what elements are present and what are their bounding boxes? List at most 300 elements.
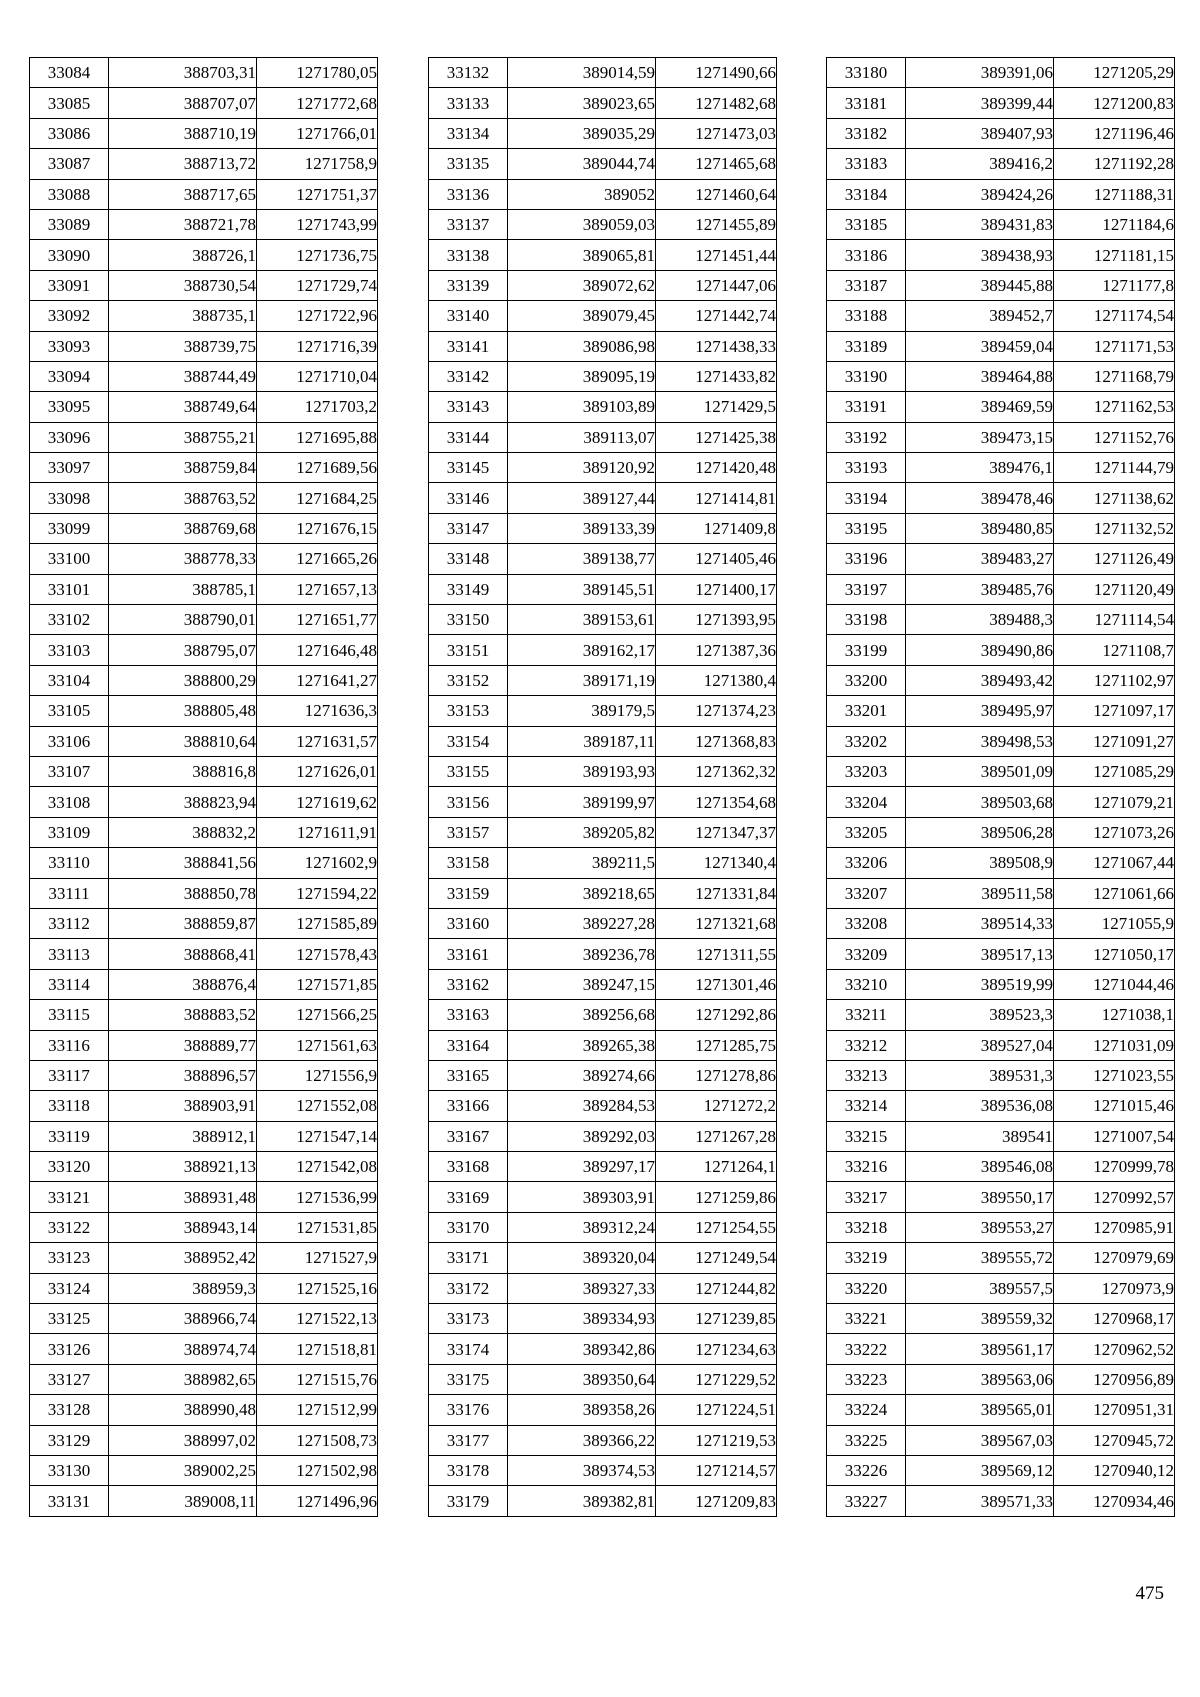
point-number-cell: 33187	[827, 270, 906, 300]
x-coordinate-cell: 389424,26	[906, 179, 1054, 209]
x-coordinate-cell: 389133,39	[508, 513, 656, 543]
point-number-cell: 33143	[429, 392, 508, 422]
table-row	[429, 1273, 777, 1303]
x-coordinate-cell: 388912,1	[109, 1121, 257, 1151]
x-coordinate-cell: 388800,29	[109, 665, 257, 695]
point-number-cell: 33177	[429, 1425, 508, 1455]
y-coordinate-cell: 1271531,85	[257, 1212, 378, 1242]
table-row	[429, 453, 777, 483]
y-coordinate-cell: 1271354,68	[656, 787, 777, 817]
x-coordinate-cell: 388832,2	[109, 817, 257, 847]
point-number-cell: 33180	[827, 58, 906, 88]
point-number-cell: 33216	[827, 1152, 906, 1182]
point-number-cell: 33135	[429, 149, 508, 179]
y-coordinate-cell: 1271239,85	[656, 1304, 777, 1334]
x-coordinate-cell: 389567,03	[906, 1425, 1054, 1455]
y-coordinate-cell: 1271067,44	[1054, 848, 1175, 878]
point-number-cell: 33121	[30, 1182, 109, 1212]
x-coordinate-cell: 388755,21	[109, 422, 257, 452]
point-number-cell: 33196	[827, 544, 906, 574]
y-coordinate-cell: 1271508,73	[257, 1425, 378, 1455]
x-coordinate-cell: 389382,81	[508, 1486, 656, 1516]
page-number: 475	[1135, 1583, 1164, 1604]
y-coordinate-cell: 1271766,01	[257, 118, 378, 148]
table-row	[30, 939, 378, 969]
x-coordinate-cell: 389023,65	[508, 88, 656, 118]
x-coordinate-cell: 389171,19	[508, 665, 656, 695]
x-coordinate-cell: 388730,54	[109, 270, 257, 300]
point-number-cell: 33203	[827, 756, 906, 786]
table-row	[429, 179, 777, 209]
table-row	[429, 1425, 777, 1455]
table-row	[30, 483, 378, 513]
point-number-cell: 33134	[429, 118, 508, 148]
x-coordinate-cell: 389571,33	[906, 1486, 1054, 1516]
table-row	[429, 544, 777, 574]
point-number-cell: 33166	[429, 1091, 508, 1121]
point-number-cell: 33227	[827, 1486, 906, 1516]
point-number-cell: 33183	[827, 149, 906, 179]
y-coordinate-cell: 1271703,2	[257, 392, 378, 422]
point-number-cell: 33098	[30, 483, 109, 513]
y-coordinate-cell: 1271219,53	[656, 1425, 777, 1455]
x-coordinate-cell: 389563,06	[906, 1364, 1054, 1394]
x-coordinate-cell: 389391,06	[906, 58, 1054, 88]
y-coordinate-cell: 1271772,68	[257, 88, 378, 118]
x-coordinate-cell: 389334,93	[508, 1304, 656, 1334]
y-coordinate-cell: 1271527,9	[257, 1243, 378, 1273]
point-number-cell: 33125	[30, 1304, 109, 1334]
x-coordinate-cell: 389490,86	[906, 635, 1054, 665]
y-coordinate-cell: 1271455,89	[656, 209, 777, 239]
point-number-cell: 33102	[30, 605, 109, 635]
x-coordinate-cell: 389236,78	[508, 939, 656, 969]
x-coordinate-cell: 388841,56	[109, 848, 257, 878]
point-number-cell: 33105	[30, 696, 109, 726]
x-coordinate-cell: 389072,62	[508, 270, 656, 300]
y-coordinate-cell: 1271695,88	[257, 422, 378, 452]
y-coordinate-cell: 1271542,08	[257, 1152, 378, 1182]
y-coordinate-cell: 1271331,84	[656, 878, 777, 908]
point-number-cell: 33184	[827, 179, 906, 209]
table-row	[827, 270, 1175, 300]
point-number-cell: 33181	[827, 88, 906, 118]
table-row	[429, 149, 777, 179]
y-coordinate-cell: 1270992,57	[1054, 1182, 1175, 1212]
point-number-cell: 33114	[30, 969, 109, 999]
point-number-cell: 33171	[429, 1243, 508, 1273]
y-coordinate-cell: 1271502,98	[257, 1455, 378, 1485]
y-coordinate-cell: 1271061,66	[1054, 878, 1175, 908]
y-coordinate-cell: 1271044,46	[1054, 969, 1175, 999]
table-row	[30, 787, 378, 817]
y-coordinate-cell: 1271192,28	[1054, 149, 1175, 179]
table-row	[429, 1060, 777, 1090]
point-number-cell: 33182	[827, 118, 906, 148]
table-row	[30, 301, 378, 331]
table-row	[827, 908, 1175, 938]
point-number-cell: 33147	[429, 513, 508, 543]
coordinates-table-1	[29, 57, 378, 1517]
x-coordinate-cell: 389503,68	[906, 787, 1054, 817]
table-row	[30, 1182, 378, 1212]
table-row	[30, 1060, 378, 1090]
point-number-cell: 33154	[429, 726, 508, 756]
x-coordinate-cell: 389292,03	[508, 1121, 656, 1151]
table-row	[827, 453, 1175, 483]
y-coordinate-cell: 1271442,74	[656, 301, 777, 331]
point-number-cell: 33170	[429, 1212, 508, 1242]
x-coordinate-cell: 389452,7	[906, 301, 1054, 331]
table-row	[429, 483, 777, 513]
x-coordinate-cell: 389366,22	[508, 1425, 656, 1455]
table-row	[827, 605, 1175, 635]
x-coordinate-cell: 389399,44	[906, 88, 1054, 118]
y-coordinate-cell: 1271496,96	[257, 1486, 378, 1516]
y-coordinate-cell: 1271368,83	[656, 726, 777, 756]
x-coordinate-cell: 388810,64	[109, 726, 257, 756]
table-row	[827, 878, 1175, 908]
y-coordinate-cell: 1271171,53	[1054, 331, 1175, 361]
table-row	[827, 422, 1175, 452]
table-row	[429, 240, 777, 270]
table-row	[429, 665, 777, 695]
point-number-cell: 33112	[30, 908, 109, 938]
x-coordinate-cell: 389138,77	[508, 544, 656, 574]
y-coordinate-cell: 1271571,85	[257, 969, 378, 999]
point-number-cell: 33117	[30, 1060, 109, 1090]
table-row	[30, 726, 378, 756]
point-number-cell: 33176	[429, 1395, 508, 1425]
table-row	[429, 301, 777, 331]
y-coordinate-cell: 1271196,46	[1054, 118, 1175, 148]
y-coordinate-cell: 1271340,4	[656, 848, 777, 878]
y-coordinate-cell: 1270979,69	[1054, 1243, 1175, 1273]
point-number-cell: 33106	[30, 726, 109, 756]
y-coordinate-cell: 1271566,25	[257, 1000, 378, 1030]
point-number-cell: 33124	[30, 1273, 109, 1303]
point-number-cell: 33167	[429, 1121, 508, 1151]
x-coordinate-cell: 389008,11	[109, 1486, 257, 1516]
point-number-cell: 33137	[429, 209, 508, 239]
point-number-cell: 33122	[30, 1212, 109, 1242]
x-coordinate-cell: 389476,1	[906, 453, 1054, 483]
x-coordinate-cell: 388713,72	[109, 149, 257, 179]
table-row	[429, 1395, 777, 1425]
point-number-cell: 33115	[30, 1000, 109, 1030]
y-coordinate-cell: 1271751,37	[257, 179, 378, 209]
point-number-cell: 33209	[827, 939, 906, 969]
y-coordinate-cell: 1271162,53	[1054, 392, 1175, 422]
point-number-cell: 33088	[30, 179, 109, 209]
x-coordinate-cell: 388749,64	[109, 392, 257, 422]
x-coordinate-cell: 388744,49	[109, 361, 257, 391]
x-coordinate-cell: 388710,19	[109, 118, 257, 148]
x-coordinate-cell: 389553,27	[906, 1212, 1054, 1242]
table-row	[827, 179, 1175, 209]
y-coordinate-cell: 1271425,38	[656, 422, 777, 452]
x-coordinate-cell: 388883,52	[109, 1000, 257, 1030]
y-coordinate-cell: 1271114,54	[1054, 605, 1175, 635]
table-row	[827, 331, 1175, 361]
table-row	[429, 605, 777, 635]
x-coordinate-cell: 389480,85	[906, 513, 1054, 543]
x-coordinate-cell: 389065,81	[508, 240, 656, 270]
x-coordinate-cell: 389247,15	[508, 969, 656, 999]
y-coordinate-cell: 1271244,82	[656, 1273, 777, 1303]
table-row	[429, 1121, 777, 1151]
y-coordinate-cell: 1271447,06	[656, 270, 777, 300]
y-coordinate-cell: 1271272,2	[656, 1091, 777, 1121]
point-number-cell: 33095	[30, 392, 109, 422]
table-row	[30, 88, 378, 118]
y-coordinate-cell: 1271451,44	[656, 240, 777, 270]
table-row	[827, 1455, 1175, 1485]
x-coordinate-cell: 389523,3	[906, 1000, 1054, 1030]
y-coordinate-cell: 1271168,79	[1054, 361, 1175, 391]
point-number-cell: 33223	[827, 1364, 906, 1394]
y-coordinate-cell: 1271120,49	[1054, 574, 1175, 604]
table-row	[30, 574, 378, 604]
x-coordinate-cell: 388966,74	[109, 1304, 257, 1334]
point-number-cell: 33155	[429, 756, 508, 786]
point-number-cell: 33218	[827, 1212, 906, 1242]
table-row	[827, 544, 1175, 574]
y-coordinate-cell: 1271619,62	[257, 787, 378, 817]
x-coordinate-cell: 388850,78	[109, 878, 257, 908]
point-number-cell: 33173	[429, 1304, 508, 1334]
y-coordinate-cell: 1271285,75	[656, 1030, 777, 1060]
point-number-cell: 33215	[827, 1121, 906, 1151]
table-row	[429, 848, 777, 878]
point-number-cell: 33214	[827, 1091, 906, 1121]
y-coordinate-cell: 1271321,68	[656, 908, 777, 938]
table-row	[827, 1060, 1175, 1090]
x-coordinate-cell: 389517,13	[906, 939, 1054, 969]
x-coordinate-cell: 389478,46	[906, 483, 1054, 513]
table-row	[429, 392, 777, 422]
y-coordinate-cell: 1271552,08	[257, 1091, 378, 1121]
table-row	[429, 1182, 777, 1212]
y-coordinate-cell: 1271684,25	[257, 483, 378, 513]
point-number-cell: 33129	[30, 1425, 109, 1455]
y-coordinate-cell: 1271085,29	[1054, 756, 1175, 786]
table-row	[30, 665, 378, 695]
table-row	[429, 1030, 777, 1060]
y-coordinate-cell: 1271264,1	[656, 1152, 777, 1182]
y-coordinate-cell: 1270962,52	[1054, 1334, 1175, 1364]
table-row	[827, 1152, 1175, 1182]
y-coordinate-cell: 1271651,77	[257, 605, 378, 635]
table-row	[30, 848, 378, 878]
x-coordinate-cell: 389536,08	[906, 1091, 1054, 1121]
x-coordinate-cell: 389498,53	[906, 726, 1054, 756]
table-row	[30, 696, 378, 726]
y-coordinate-cell: 1271518,81	[257, 1334, 378, 1364]
x-coordinate-cell: 389569,12	[906, 1455, 1054, 1485]
point-number-cell: 33169	[429, 1182, 508, 1212]
x-coordinate-cell: 389565,01	[906, 1395, 1054, 1425]
point-number-cell: 33153	[429, 696, 508, 726]
y-coordinate-cell: 1271556,9	[257, 1060, 378, 1090]
table-row	[30, 1273, 378, 1303]
y-coordinate-cell: 1271657,13	[257, 574, 378, 604]
y-coordinate-cell: 1270968,17	[1054, 1304, 1175, 1334]
x-coordinate-cell: 388997,02	[109, 1425, 257, 1455]
table-row	[30, 513, 378, 543]
point-number-cell: 33110	[30, 848, 109, 878]
table-row	[429, 58, 777, 88]
point-number-cell: 33140	[429, 301, 508, 331]
x-coordinate-cell: 388816,8	[109, 756, 257, 786]
y-coordinate-cell: 1271267,28	[656, 1121, 777, 1151]
table-row	[827, 939, 1175, 969]
point-number-cell: 33148	[429, 544, 508, 574]
point-number-cell: 33149	[429, 574, 508, 604]
y-coordinate-cell: 1271536,99	[257, 1182, 378, 1212]
point-number-cell: 33123	[30, 1243, 109, 1273]
table-row	[30, 544, 378, 574]
x-coordinate-cell: 389531,3	[906, 1060, 1054, 1090]
point-number-cell: 33201	[827, 696, 906, 726]
point-number-cell: 33089	[30, 209, 109, 239]
x-coordinate-cell: 388759,84	[109, 453, 257, 483]
point-number-cell: 33094	[30, 361, 109, 391]
point-number-cell: 33152	[429, 665, 508, 695]
table-row	[827, 58, 1175, 88]
table-row	[827, 88, 1175, 118]
point-number-cell: 33185	[827, 209, 906, 239]
point-number-cell: 33175	[429, 1364, 508, 1394]
table-row	[827, 969, 1175, 999]
y-coordinate-cell: 1271429,5	[656, 392, 777, 422]
point-number-cell: 33194	[827, 483, 906, 513]
x-coordinate-cell: 389445,88	[906, 270, 1054, 300]
table-row	[827, 118, 1175, 148]
point-number-cell: 33168	[429, 1152, 508, 1182]
point-number-cell: 33132	[429, 58, 508, 88]
x-coordinate-cell: 388805,48	[109, 696, 257, 726]
table-row	[827, 209, 1175, 239]
y-coordinate-cell: 1271780,05	[257, 58, 378, 88]
x-coordinate-cell: 389265,38	[508, 1030, 656, 1060]
point-number-cell: 33202	[827, 726, 906, 756]
x-coordinate-cell: 389557,5	[906, 1273, 1054, 1303]
point-number-cell: 33118	[30, 1091, 109, 1121]
point-number-cell: 33145	[429, 453, 508, 483]
y-coordinate-cell: 1271038,1	[1054, 1000, 1175, 1030]
point-number-cell: 33096	[30, 422, 109, 452]
x-coordinate-cell: 389187,11	[508, 726, 656, 756]
point-number-cell: 33107	[30, 756, 109, 786]
point-number-cell: 33093	[30, 331, 109, 361]
table-row	[30, 756, 378, 786]
table-row	[30, 392, 378, 422]
point-number-cell: 33126	[30, 1334, 109, 1364]
x-coordinate-cell: 388952,42	[109, 1243, 257, 1273]
point-number-cell: 33158	[429, 848, 508, 878]
y-coordinate-cell: 1271181,15	[1054, 240, 1175, 270]
table-row	[827, 361, 1175, 391]
point-number-cell: 33193	[827, 453, 906, 483]
table-row	[827, 1000, 1175, 1030]
point-number-cell: 33189	[827, 331, 906, 361]
y-coordinate-cell: 1271234,63	[656, 1334, 777, 1364]
x-coordinate-cell: 388703,31	[109, 58, 257, 88]
point-number-cell: 33142	[429, 361, 508, 391]
point-number-cell: 33113	[30, 939, 109, 969]
x-coordinate-cell: 389162,17	[508, 635, 656, 665]
x-coordinate-cell: 389464,88	[906, 361, 1054, 391]
x-coordinate-cell: 389350,64	[508, 1364, 656, 1394]
y-coordinate-cell: 1271611,91	[257, 817, 378, 847]
x-coordinate-cell: 389256,68	[508, 1000, 656, 1030]
table-row	[827, 1486, 1175, 1516]
table-row	[827, 848, 1175, 878]
y-coordinate-cell: 1271126,49	[1054, 544, 1175, 574]
x-coordinate-cell: 388931,48	[109, 1182, 257, 1212]
table-row	[30, 240, 378, 270]
x-coordinate-cell: 388785,1	[109, 574, 257, 604]
x-coordinate-cell: 389052	[508, 179, 656, 209]
point-number-cell: 33161	[429, 939, 508, 969]
point-number-cell: 33204	[827, 787, 906, 817]
y-coordinate-cell: 1271641,27	[257, 665, 378, 695]
table-row	[30, 878, 378, 908]
x-coordinate-cell: 389416,2	[906, 149, 1054, 179]
point-number-cell: 33128	[30, 1395, 109, 1425]
x-coordinate-cell: 389095,19	[508, 361, 656, 391]
y-coordinate-cell: 1270945,72	[1054, 1425, 1175, 1455]
point-number-cell: 33217	[827, 1182, 906, 1212]
table-row	[30, 1455, 378, 1485]
x-coordinate-cell: 389495,97	[906, 696, 1054, 726]
point-number-cell: 33104	[30, 665, 109, 695]
point-number-cell: 33207	[827, 878, 906, 908]
table-row	[827, 149, 1175, 179]
point-number-cell: 33159	[429, 878, 508, 908]
y-coordinate-cell: 1271420,48	[656, 453, 777, 483]
y-coordinate-cell: 1271689,56	[257, 453, 378, 483]
x-coordinate-cell: 389473,15	[906, 422, 1054, 452]
y-coordinate-cell: 1271522,13	[257, 1304, 378, 1334]
y-coordinate-cell: 1271229,52	[656, 1364, 777, 1394]
point-number-cell: 33192	[827, 422, 906, 452]
x-coordinate-cell: 389218,65	[508, 878, 656, 908]
y-coordinate-cell: 1271460,64	[656, 179, 777, 209]
table-row	[429, 1152, 777, 1182]
point-number-cell: 33091	[30, 270, 109, 300]
table-row	[827, 1334, 1175, 1364]
x-coordinate-cell: 389035,29	[508, 118, 656, 148]
point-number-cell: 33090	[30, 240, 109, 270]
x-coordinate-cell: 389407,93	[906, 118, 1054, 148]
x-coordinate-cell: 389483,27	[906, 544, 1054, 574]
table-row	[30, 1243, 378, 1273]
y-coordinate-cell: 1271722,96	[257, 301, 378, 331]
y-coordinate-cell: 1271561,63	[257, 1030, 378, 1060]
point-number-cell: 33131	[30, 1486, 109, 1516]
x-coordinate-cell: 389211,5	[508, 848, 656, 878]
point-number-cell: 33111	[30, 878, 109, 908]
table-row	[827, 240, 1175, 270]
table-row	[827, 787, 1175, 817]
table-row	[429, 969, 777, 999]
x-coordinate-cell: 389546,08	[906, 1152, 1054, 1182]
y-coordinate-cell: 1271362,32	[656, 756, 777, 786]
y-coordinate-cell: 1271594,22	[257, 878, 378, 908]
table-row	[429, 756, 777, 786]
